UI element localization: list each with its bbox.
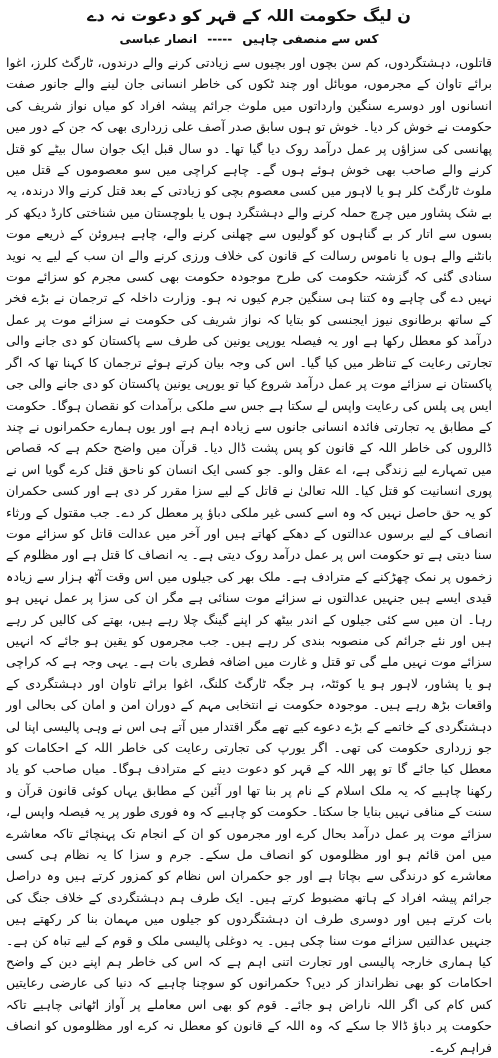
article-body (6, 52, 492, 1055)
article-paragraph: قاتلوں، دہشتگردوں، کم سن بچوں اور بچیوں سے زیادتی کرنے والے درندوں، ٹارگٹ کلرز، اغوا برائے تاوان کے مجرموں، موبائل اور چند ٹکوں کی خاطر انسانی جان لینے والے جانور صفت انسانوں اور دوسرے سنگین وارداتوں میں ملوث جرائم پیشہ افراد کو میاں نواز شریف کی حکومت نے خوش کر دیا۔ خوش تو ہوں سابق صدر آصف علی زرداری بھی کہ جن کے دور میں پھانسی کی سزاؤں پر عمل درآمد روک دیا گیا تھا۔ دو سال قبل ایک جوان سال بیٹے کو قتل کرنے والے صاحب بھی خوش ہوئے ہوں گے۔ چاہے کراچی میں سو معصوموں کے قتل میں ملوث ٹارگٹ کلر ہو یا لاہور میں کسی معصوم بچی کو زیادتی کے بعد قتل کرنے والا درندہ، یہ بے شک پشاور میں چرچ حملہ کرنے والے دہشتگرد ہوں یا بلوچستان میں شناختی کارڈ دیکھ کر بسوں سے اتار کر بے گناہوں کو گولیوں سے چھلنی کرنے والے، چاہے ہیروئن کے ذریعے موت بانٹنے والے ہوں یا ناموس رسالت کے قانون کی خلاف ورزی کرنے والے ان سب کے لیے یہ نوید سنادی گئی کہ گزشتہ حکومت کی طرح موجودہ حکومت بھی کسی مجرم کو سزائے موت نہیں دے گی چاہے وہ کتنا ہی سنگین جرم کیوں نہ ہو۔ وزارت داخلہ کے ترجمان نے بڑے فخر کے ساتھ برطانوی نیوز ایجنسی کو بتایا کہ نواز شریف کی حکومت نے سزائے موت پر عمل درآمد کو معطل رکھا ہے اور یہ فیصلہ یورپی یونین کی طرف سے پاکستان کو دی جانے والی تجارتی رعایت کے تناظر میں کیا گیا۔ اس کی وجہ بیان کرتے ہوئے ترجمان کا کہنا تھا کہ اگر پاکستان نے سزائے موت پر عمل درآمد شروع کیا تو یورپی یونین پاکستان کو دی جانے والی جی ایس پی پلس کی رعایت واپس لے سکتا ہے جس سے ملکی برآمدات کو نقصان ہوگا۔ حکومت کے مطابق یہ تجارتی فائدہ انسانی جانوں سے زیادہ اہم ہے اور یوں ہمارے حکمرانوں نے چند ڈالروں کی خاطر اللہ کے قانون کو پس پشت ڈال دیا۔ قرآن میں واضح حکم ہے کہ قصاص میں تمہارے لیے زندگی ہے، اے عقل والو۔ جو کسی ایک انسان کو ناحق قتل کرے گویا اس نے پوری انسانیت کو قتل کیا۔ اللہ تعالیٰ نے قاتل کے لیے سزا مقرر کر دی ہے اور کسی حکمران کو یہ حق حاصل نہیں کہ وہ اسے کسی غیر ملکی دباؤ پر معطل کر دے۔ جب مقتول کے ورثاء انصاف کے لیے برسوں عدالتوں کے دھکے کھاتے ہیں اور آخر میں عدالت قاتل کو سزائے موت سنا دیتی ہے تو حکومت اس پر عمل درآمد روک دیتی ہے۔ یہ انصاف کا قتل ہے اور مظلوم کے زخموں پر نمک چھڑکنے کے مترادف ہے۔ ملک بھر کی جیلوں میں اس وقت آٹھ ہزار سے زیادہ قیدی ایسے ہیں جنہیں عدالتوں نے سزائے موت سنائی ہے مگر ان کی سزا پر عمل نہیں ہو رہا۔ ان میں سے کئی جیلوں کے اندر بیٹھ کر اپنے گینگ چلا رہے ہیں، بھتے کی کالیں کر رہے ہیں اور نئے جرائم کی منصوبہ بندی کر رہے ہیں۔ جب مجرموں کو یقین ہو جائے کہ انہیں سزائے موت نہیں ملے گی تو قتل و غارت میں اضافہ فطری بات ہے۔ یہی وجہ ہے کہ کراچی ہو یا پشاور، لاہور ہو یا کوئٹہ، ہر جگہ ٹارگٹ کلنگ، اغوا برائے تاوان اور دہشتگردی کے واقعات بڑھ رہے ہیں۔ موجودہ حکومت نے انتخابی مہم کے دوران امن و امان کی بحالی اور دہشتگردی کے خاتمے کے بڑے دعوے کیے تھے مگر اقتدار میں آتے ہی اس نے وہی پالیسی اپنا لی جو زرداری حکومت کی تھی۔ اگر یورپ کی تجارتی رعایت کی خاطر اللہ کے احکامات کو معطل کیا جائے گا تو پھر اللہ کے قہر کو دعوت دینے کے مترادف ہوگا۔ میاں صاحب کو یاد رکھنا چاہیے کہ یہ ملک اسلام کے نام پر بنا تھا اور آئین کے مطابق یہاں کوئی قانون قرآن و سنت کے منافی نہیں بنایا جا سکتا۔ حکومت کو چاہیے کہ وہ فوری طور پر یہ فیصلہ واپس لے، سزائے موت پر عمل درآمد بحال کرے اور مجرموں کو ان کے انجام تک پہنچائے تاکہ معاشرے میں امن قائم ہو اور مظلوموں کو انصاف مل سکے۔ جرم و سزا کا یہ نظام ہی کسی معاشرے کو درندگی سے بچاتا ہے اور جو حکمران اس نظام کو کمزور کرتے ہیں وہ دراصل جرائم پیشہ افراد کے ہاتھ مضبوط کرتے ہیں۔ ایک طرف ہم دہشتگردی کے خلاف جنگ کی بات کرتے ہیں اور دوسری طرف ان دہشتگردوں کو جیلوں میں مہمان بنا کر رکھتے ہیں جنہیں عدالتیں سزائے موت سنا چکی ہیں۔ یہ دوغلی پالیسی ملک و قوم کے لیے تباہ کن ہے۔ کیا ہماری خارجہ پالیسی اور تجارت اتنی اہم ہے کہ اس کی خاطر ہم اپنے دین کے واضح احکامات کو بھی نظرانداز کر دیں؟ حکمرانوں کو سوچنا چاہیے کہ دنیا کی عارضی رعایتیں کس کام کی اگر اللہ ناراض ہو جائے۔ قوم کو بھی اس معاملے پر آواز اٹھانی چاہیے تاکہ حکومت پر دباؤ ڈالا جا سکے کہ وہ اللہ کے قانون کو معطل نہ کرے اور مظلوموں کو انصاف فراہم کرے۔ (6, 55, 492, 1055)
column-subtitle: کس سے منصفی چاہیں (242, 32, 379, 46)
column-title: ن لیگ حکومت اللہ کے قہر کو دعوت نہ دے (87, 6, 411, 25)
byline-separator: ----- (207, 32, 233, 46)
author-name: انصار عباسی (119, 32, 198, 46)
byline (6, 28, 492, 50)
